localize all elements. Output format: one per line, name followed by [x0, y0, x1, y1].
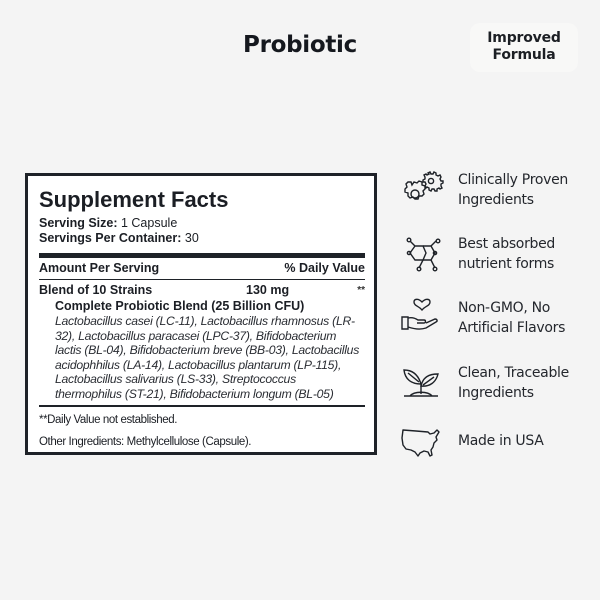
supplement-facts-panel: [25, 173, 377, 455]
serving-size-value: 1 Capsule: [120, 216, 178, 230]
molecule-icon: [398, 231, 444, 277]
feature-text: [458, 234, 555, 274]
daily-value-header: % Daily Value: [284, 261, 365, 275]
feature-text: [458, 431, 544, 451]
serving-size: [39, 216, 365, 231]
strain-list: Lactobacillus casei (LC-11), Lactobacillus rhamnosus (LR-32), Lactobacillus paracasei (LPC-37), Bifidobacterium lactis (BL-04), Bifidobacterium breve (BB-03), Lactobacillus acidophhilus (LA-14), Lactobacillus plantarum (LP-115), Lactobacillus salivarius (LS-33), Streptococcus thermophilus (ST-21), Bifidobacterium longum (BL-05): [55, 314, 360, 401]
usa-map-icon: [398, 418, 444, 464]
feature-line-1: Made in USA: [458, 433, 544, 449]
product-title: Probiotic: [243, 32, 357, 58]
feature-line-2: Ingredients: [458, 385, 534, 401]
facts-header-row: [39, 261, 365, 280]
servings-per-container: [39, 231, 365, 246]
feature-line-2: Ingredients: [458, 192, 534, 208]
thick-divider: [39, 253, 365, 258]
feature-text: [458, 298, 565, 338]
daily-value-footnote: **Daily Value not established.: [39, 413, 178, 426]
amount-per-serving-header: Amount Per Serving: [39, 261, 160, 275]
blend-subtitle: Complete Probiotic Blend (25 Billion CFU): [55, 299, 305, 313]
feature-clinically-proven: [398, 167, 568, 213]
improved-formula-badge: [470, 23, 578, 72]
feature-text: [458, 170, 568, 210]
hand-heart-icon: [398, 295, 444, 341]
badge-line-2: Formula: [492, 47, 556, 63]
feature-line-1: Best absorbed: [458, 236, 556, 252]
feature-text: [458, 363, 569, 403]
feature-line-2: nutrient forms: [458, 256, 555, 272]
blend-daily-value: **: [357, 285, 365, 296]
sprout-icon: [398, 360, 444, 406]
thin-divider: [39, 405, 365, 407]
feature-clean-traceable: [398, 360, 569, 406]
badge-line-1: Improved: [487, 30, 561, 46]
blend-row: [39, 283, 365, 298]
blend-amount: 130 mg: [246, 283, 290, 297]
feature-line-1: Non-GMO, No: [458, 300, 551, 316]
feature-non-gmo: [398, 295, 565, 341]
blend-name: Blend of 10 Strains: [39, 283, 153, 297]
feature-line-1: Clean, Traceable: [458, 365, 569, 381]
feature-line-1: Clinically Proven: [458, 172, 568, 188]
gears-icon: [398, 167, 444, 213]
supplement-facts-title: Supplement Facts: [39, 187, 229, 212]
feature-best-absorbed: [398, 231, 555, 277]
serving-size-label: Serving Size:: [39, 216, 118, 230]
feature-line-2: Artificial Flavors: [458, 320, 566, 336]
other-ingredients: Other Ingredients: Methylcellulose (Capsule).: [39, 435, 252, 448]
servings-per-container-label: Servings Per Container:: [39, 231, 182, 245]
servings-per-container-value: 30: [184, 231, 199, 245]
feature-made-in-usa: [398, 418, 544, 464]
